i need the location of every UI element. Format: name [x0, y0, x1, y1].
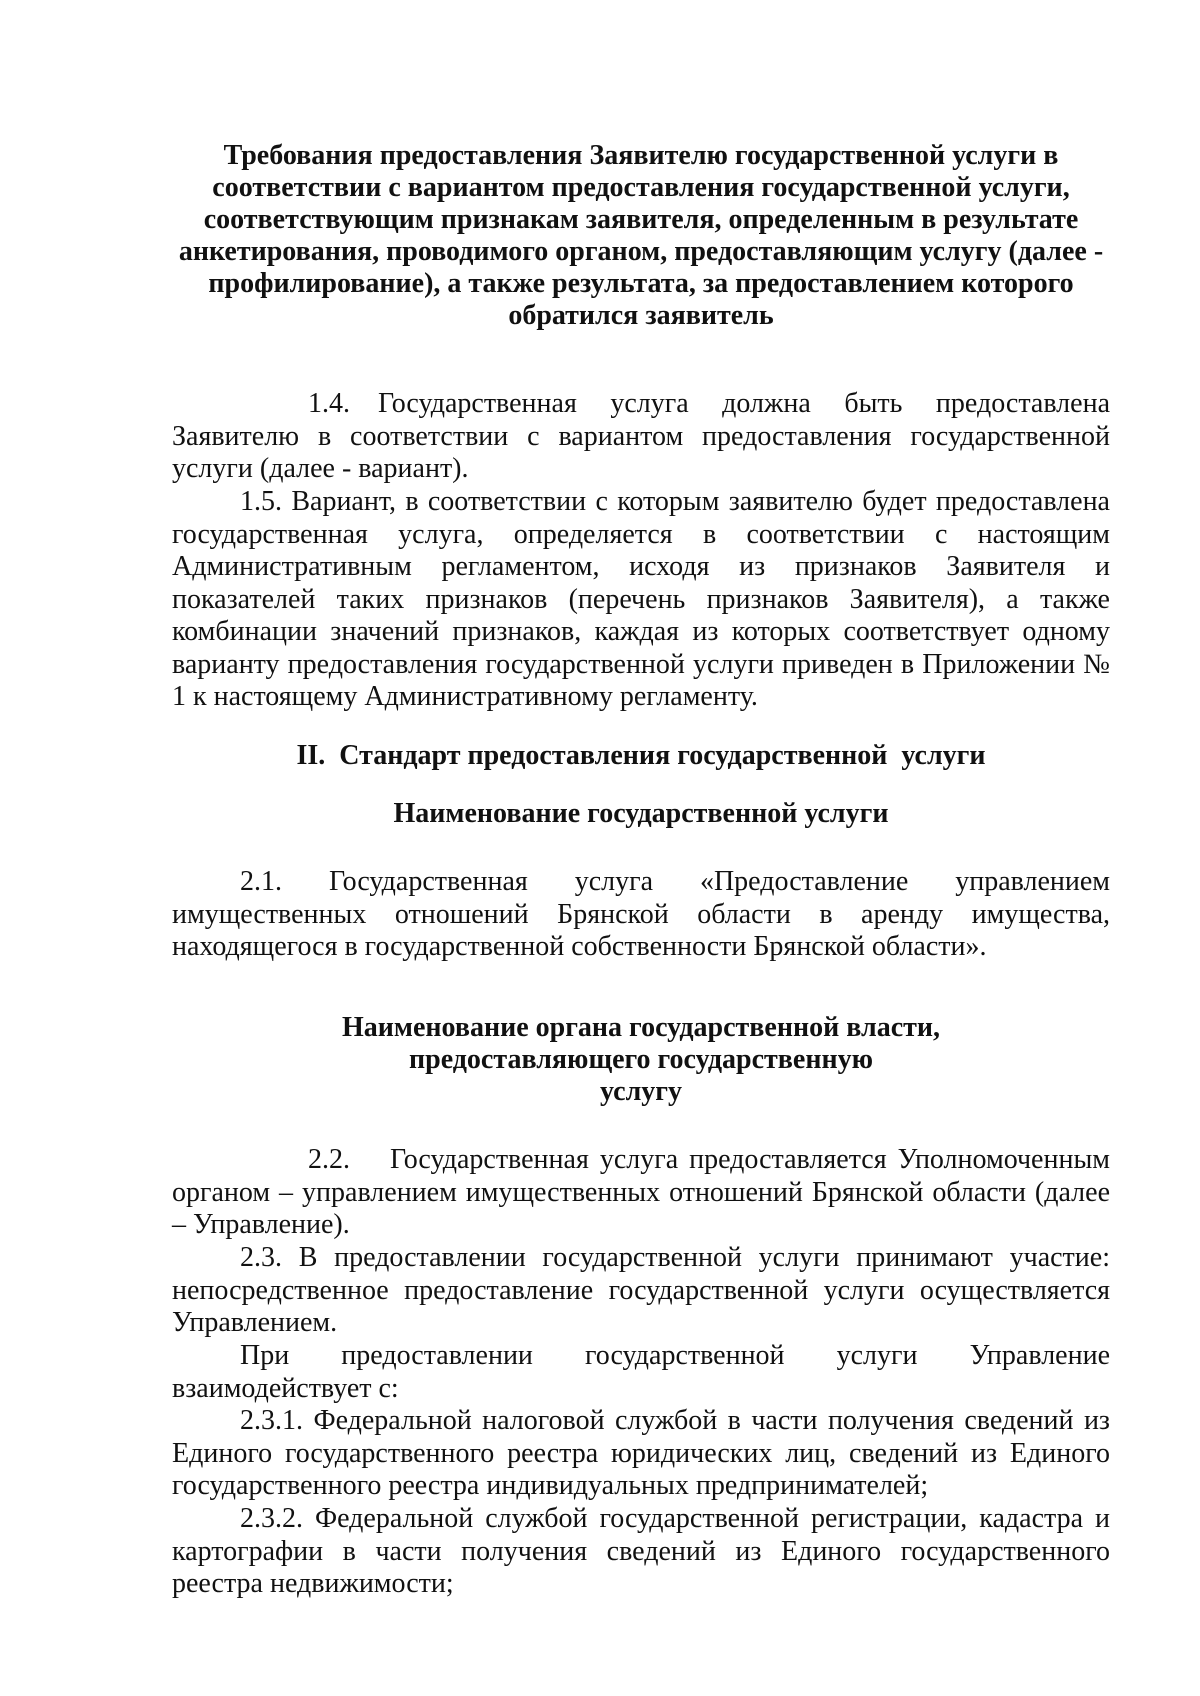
paragraph-interaction-text: При предоставлении государственной услуги Управление взаимодействует с:	[172, 1340, 1110, 1404]
paragraph-2-3-1-text: 2.3.1. Федеральной налоговой службой в части получения сведений из Единого государственного реестра юридических лиц, сведений из Единого государственного реестра индивидуальных предпринимателей;	[172, 1405, 1110, 1501]
paragraph-2-1	[172, 866, 1110, 964]
title-line-4: анкетирования, проводимого органом, предоставляющим услугу (далее -	[178, 236, 1104, 267]
section-2-title: II. Стандарт предоставления государственной услуги	[296, 740, 986, 771]
paragraph-2-3-2	[172, 1503, 1110, 1601]
paragraph-1-5	[172, 486, 1110, 714]
paragraph-1-4	[172, 388, 1110, 486]
paragraph-2-3-text: 2.3. В предоставлении государственной услуги принимают участие: непосредственное предоставление государственной услуги осуществляется Управлением.	[172, 1242, 1110, 1338]
paragraph-interaction	[172, 1340, 1110, 1405]
paragraph-2-2-number: 2.2.	[308, 1144, 350, 1175]
title-line-2: соответствии с вариантом предоставления государственной услуги,	[212, 172, 1070, 203]
title-line-5: профилирование), а также результата, за предоставлением которого	[208, 268, 1074, 299]
authority-name-heading	[172, 1012, 1110, 1108]
paragraph-2-2-text: Государственная услуга предоставляется Уполномоченным органом – управлением имущественных отношений Брянской области (далее – Управление).	[172, 1144, 1110, 1240]
authority-name-line-1: Наименование органа государственной власти,	[341, 1012, 941, 1043]
paragraph-2-3	[172, 1242, 1110, 1340]
paragraph-1-5-text: 1.5. Вариант, в соответствии с которым заявителю будет предоставлена государственная услуга, определяется в соответствии с настоящим Административным регламентом, исходя из признаков Заявителя и показателей таких признаков (перечень признаков Заявителя), а также комбинации значений признаков, каждая из которых соответствует одному варианту предоставления государственной услуги приведен в Приложении № 1 к настоящему Административному регламенту.	[172, 486, 1110, 712]
document-page	[172, 0, 1110, 1696]
paragraph-1-4-number: 1.4.	[308, 388, 350, 419]
paragraph-1-4-text: Государственная услуга должна быть предоставлена Заявителю в соответствии с вариантом предоставления государственной услуги (далее - вариант).	[172, 388, 1110, 484]
service-name-heading	[172, 798, 1110, 830]
paragraph-2-3-2-text: 2.3.2. Федеральной службой государственной регистрации, кадастра и картографии в части получения сведений из Единого государственного реестра недвижимости;	[172, 1503, 1110, 1599]
section-2-heading	[172, 740, 1110, 772]
title-line-3: соответствующим признакам заявителя, определенным в результате	[203, 204, 1079, 235]
authority-name-line-3: услугу	[600, 1076, 682, 1107]
paragraph-2-1-text: 2.1. Государственная услуга «Предоставление управлением имущественных отношений Брянской области в аренду имущества, находящегося в государственной собственности Брянской области».	[172, 866, 1110, 962]
paragraph-2-2	[172, 1144, 1110, 1242]
title-line-6: обратился заявитель	[508, 300, 774, 331]
authority-name-line-2: предоставляющего государственную	[409, 1044, 873, 1075]
title-line-1: Требования предоставления Заявителю государственной услуги в	[223, 140, 1059, 171]
service-name-title: Наименование государственной услуги	[393, 798, 889, 829]
paragraph-2-3-1	[172, 1405, 1110, 1503]
title-block	[172, 140, 1110, 332]
